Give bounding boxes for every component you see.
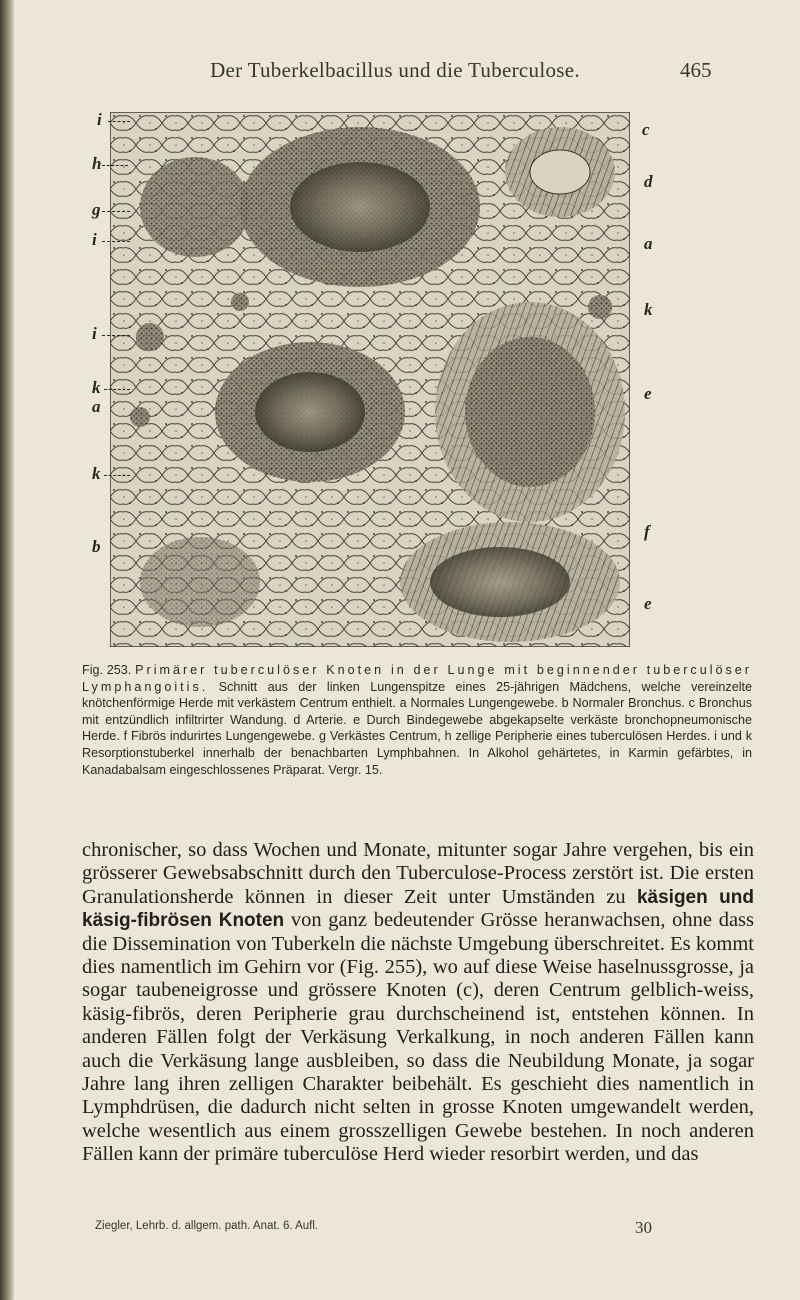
figure-253: [92, 110, 660, 652]
histology-illustration: [110, 112, 630, 647]
figure-label-g: g: [92, 200, 101, 219]
caption-figure-number: Fig. 253.: [82, 663, 132, 677]
body-paragraph: [82, 839, 754, 1167]
figure-label-i: i: [97, 110, 102, 129]
figure-label-d: d: [644, 172, 653, 191]
figure-label-f: f: [644, 522, 650, 541]
page-number: 465: [680, 58, 712, 82]
footer-citation: Ziegler, Lehrb. d. allgem. path. Anat. 6. Aufl.: [95, 1220, 319, 1232]
figure-label-a: a: [92, 397, 101, 416]
figure-label-h: h: [92, 154, 102, 173]
figure-label-k-2: k: [92, 464, 101, 483]
body-text-emphasis: käsigen und käsig-fibrösen Knoten: [82, 886, 755, 932]
figure-label-e-2: e: [644, 594, 652, 613]
page-binding-edge: [0, 0, 14, 1300]
figure-label-k: k: [92, 378, 101, 397]
body-text-part-1: chronischer, so dass Wochen und Monate, mitunter sogar Jahre vergehen, bis ein grösserer Gewebsabschnitt durch den Tuberculose-Process zerstört ist. Die ersten Granulationsherde können in dieser Zeit unter Umständen zu: [82, 839, 754, 908]
running-title: Der Tuberkelbacillus und die Tuberculose.: [210, 58, 580, 82]
figure-label-c: c: [642, 120, 650, 139]
figure-label-i-3: i: [92, 324, 97, 343]
figure-label-k-right: k: [644, 300, 653, 319]
running-header: [0, 58, 800, 92]
figure-label-e: e: [644, 384, 652, 403]
figure-label-i-2: i: [92, 230, 97, 249]
figure-label-a-right: a: [644, 234, 653, 253]
figure-label-b: b: [92, 537, 101, 556]
caption-title: Primärer tuberculöser Knoten in der Lunge mit beginnender tuberculöser Lymphangoitis.: [82, 663, 752, 694]
figure-caption: [82, 662, 752, 778]
page-footer: [95, 1218, 735, 1242]
signature-mark: 30: [635, 1218, 652, 1237]
body-text-part-2: von ganz bedeutender Grösse heranwachsen, ohne dass die Dissemination von Tuberkeln die nächste Umgebung überschreitet. Es kommt dies namentlich im Gehirn vor (Fig. 255), wo auf diese Weise haselnussgrosse, ja sogar taubeneigrosse und grössere Knoten (c), deren Centrum gelblich-weiss, käsig-fibrös, deren Peripherie grau durchscheinend ist, entstehen können. In anderen Fällen folgt der Verkäsung Verkalkung, in noch anderen Fällen kann auch die Verkäsung lange ausbleiben, so dass die Neubildung Monate, ja sogar Jahre lang ihren zelligen Charakter beibehält. Es geschieht dies namentlich in Lymphdrüsen, die dadurch nicht selten in grosse Knoten umgewandelt werden, welche wesentlich aus einem grosszelligen Gewebe bestehen. In noch anderen Fällen kann der primäre tuberculöse Herd wieder resorbirt werden, und das: [82, 909, 754, 1166]
caption-text: Schnitt aus der linken Lungenspitze eines 25-jährigen Mädchens, welche vereinzelte knötchenförmige Herde mit verkästem Centrum enthielt. a Normales Lungengewebe. b Normaler Bronchus. c Bronchus mit entzündlich infiltrirter Wandung. d Arterie. e Durch Bindegewebe abgekapselte verkäste bronchopneumonische Herde. f Fibrös indurirtes Lungengewebe. g Verkästes Centrum, h zellige Peripherie eines tuberculösen Herdes. i und k Resorptionstuberkel innerhalb der benachbarten Lymphbahnen. In Alkohol gehärtetes, in Karmin gefärbtes, in Kanadabalsam eingeschlossenes Präparat. Vergr. 15.: [82, 679, 753, 777]
